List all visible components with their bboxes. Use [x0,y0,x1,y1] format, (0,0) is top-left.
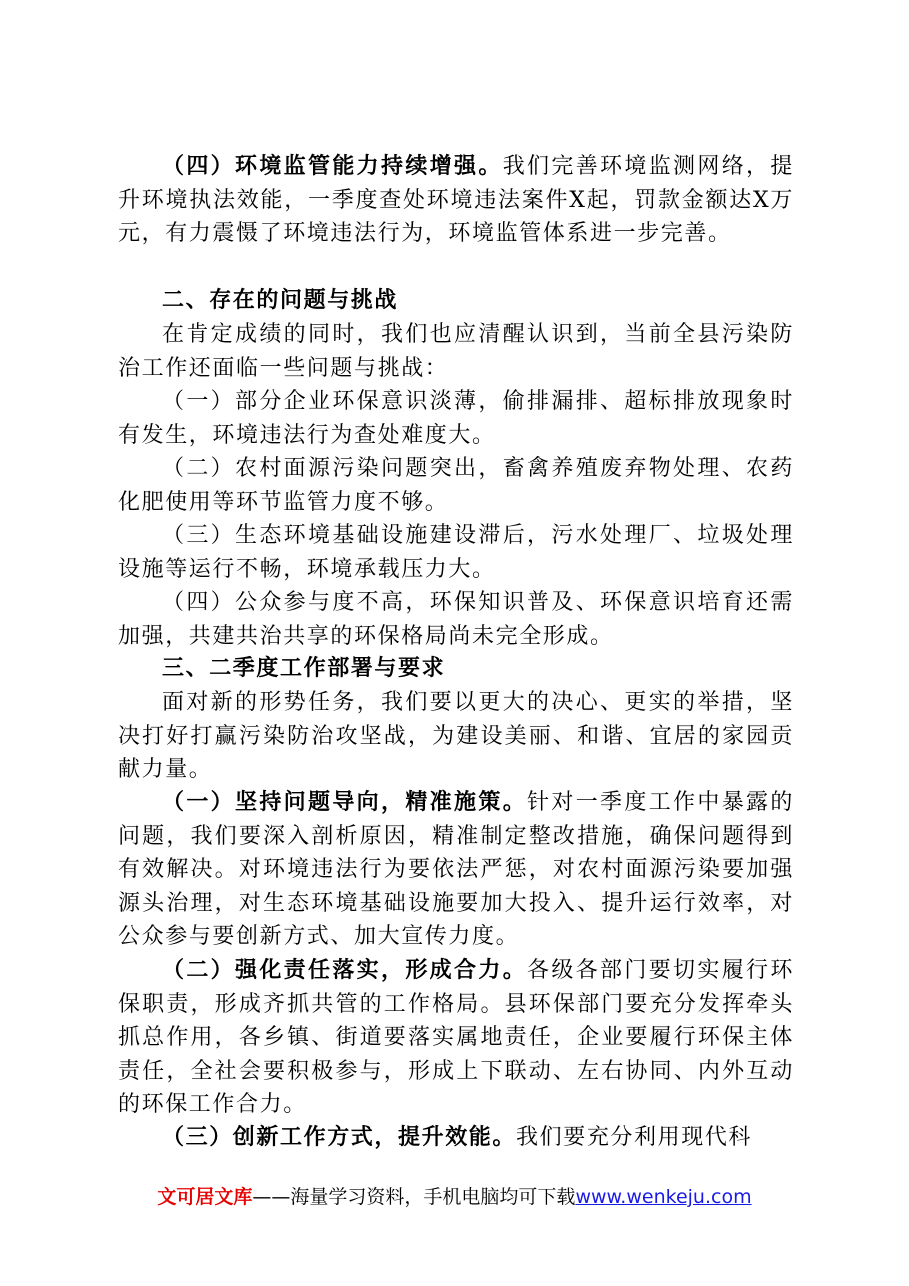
paragraph-supervision [118,150,794,251]
paragraph-text: 我们要充分利用现代科 [516,1125,753,1150]
paragraph-text: 我们完善环境监测网络，提升环境执法效能，一季度查处环境违法案件X起，罚款金额达X万元，有力震慑了环境违法行为，环境监管体系进一步完善。 [118,154,794,246]
paragraph-lead: （三）创新工作方式，提升效能。 [162,1124,517,1150]
paragraph-problem-4: （四）公众参与度不高，环保知识普及、环保意识培育还需加强，共建共治共享的环保格局尚未完全形成。 [118,590,794,649]
paragraph-text: 针对一季度工作中暴露的问题，我们要深入剖析原因，精准制定整改措施，确保问题得到有效解决。对环境违法行为要依法严惩，对农村面源污染要加强源头治理，对生态环境基础设施要加大投入、提升运行效率，对公众参与要创新方式、加大宣传力度。 [118,790,794,949]
paragraph-problem-2: （二）农村面源污染问题突出，畜禽养殖废弃物处理、农药化肥使用等环节监管力度不够。 [118,456,794,515]
paragraph-lead: （四）环境监管能力持续增强。 [162,153,503,179]
paragraph-lead: （一）坚持问题导向，精准施策。 [162,789,528,815]
paragraph-lead: （二）强化责任落实，形成合力。 [162,957,528,983]
paragraph-intro-problems: 在肯定成绩的同时，我们也应清醒认识到，当前全县污染防治工作还面临一些问题与挑战： [118,322,794,381]
paragraph-text: 各级各部门要切实履行环保职责，形成齐抓共管的工作格局。县环保部门要充分发挥牵头抓总作用，各乡镇、街道要落实属地责任，企业要履行环保主体责任，全社会要积极参与，形成上下联动、左右协同、内外互动的环保工作合力。 [118,958,794,1117]
footer-brand: 文可居文库 [157,1186,253,1208]
footer-website-link[interactable]: www.wenkeju.com [575,1186,752,1208]
footer-banner [0,1182,909,1209]
paragraph-measure-3 [118,1121,794,1155]
paragraph-problem-1: （一）部分企业环保意识淡薄，偷排漏排、超标排放现象时有发生，环境违法行为查处难度大。 [118,389,794,448]
paragraph-problem-3: （三）生态环境基础设施建设滞后，污水处理厂、垃圾处理设施等运行不畅，环境承载压力大。 [118,523,794,582]
paragraph-measure-2 [118,954,794,1122]
footer-tagline: ——海量学习资料，手机电脑均可下载 [252,1186,576,1208]
section-heading-problems: 二、存在的问题与挑战 [162,287,399,313]
paragraph-intro-deployment: 面对新的形势任务，我们要以更大的决心、更实的举措，坚决打好打赢污染防治攻坚战，为建设美丽、和谐、宜居的家园贡献力量。 [118,690,794,782]
section-heading-deployment: 三、二季度工作部署与要求 [162,655,446,681]
paragraph-measure-1 [118,786,794,954]
